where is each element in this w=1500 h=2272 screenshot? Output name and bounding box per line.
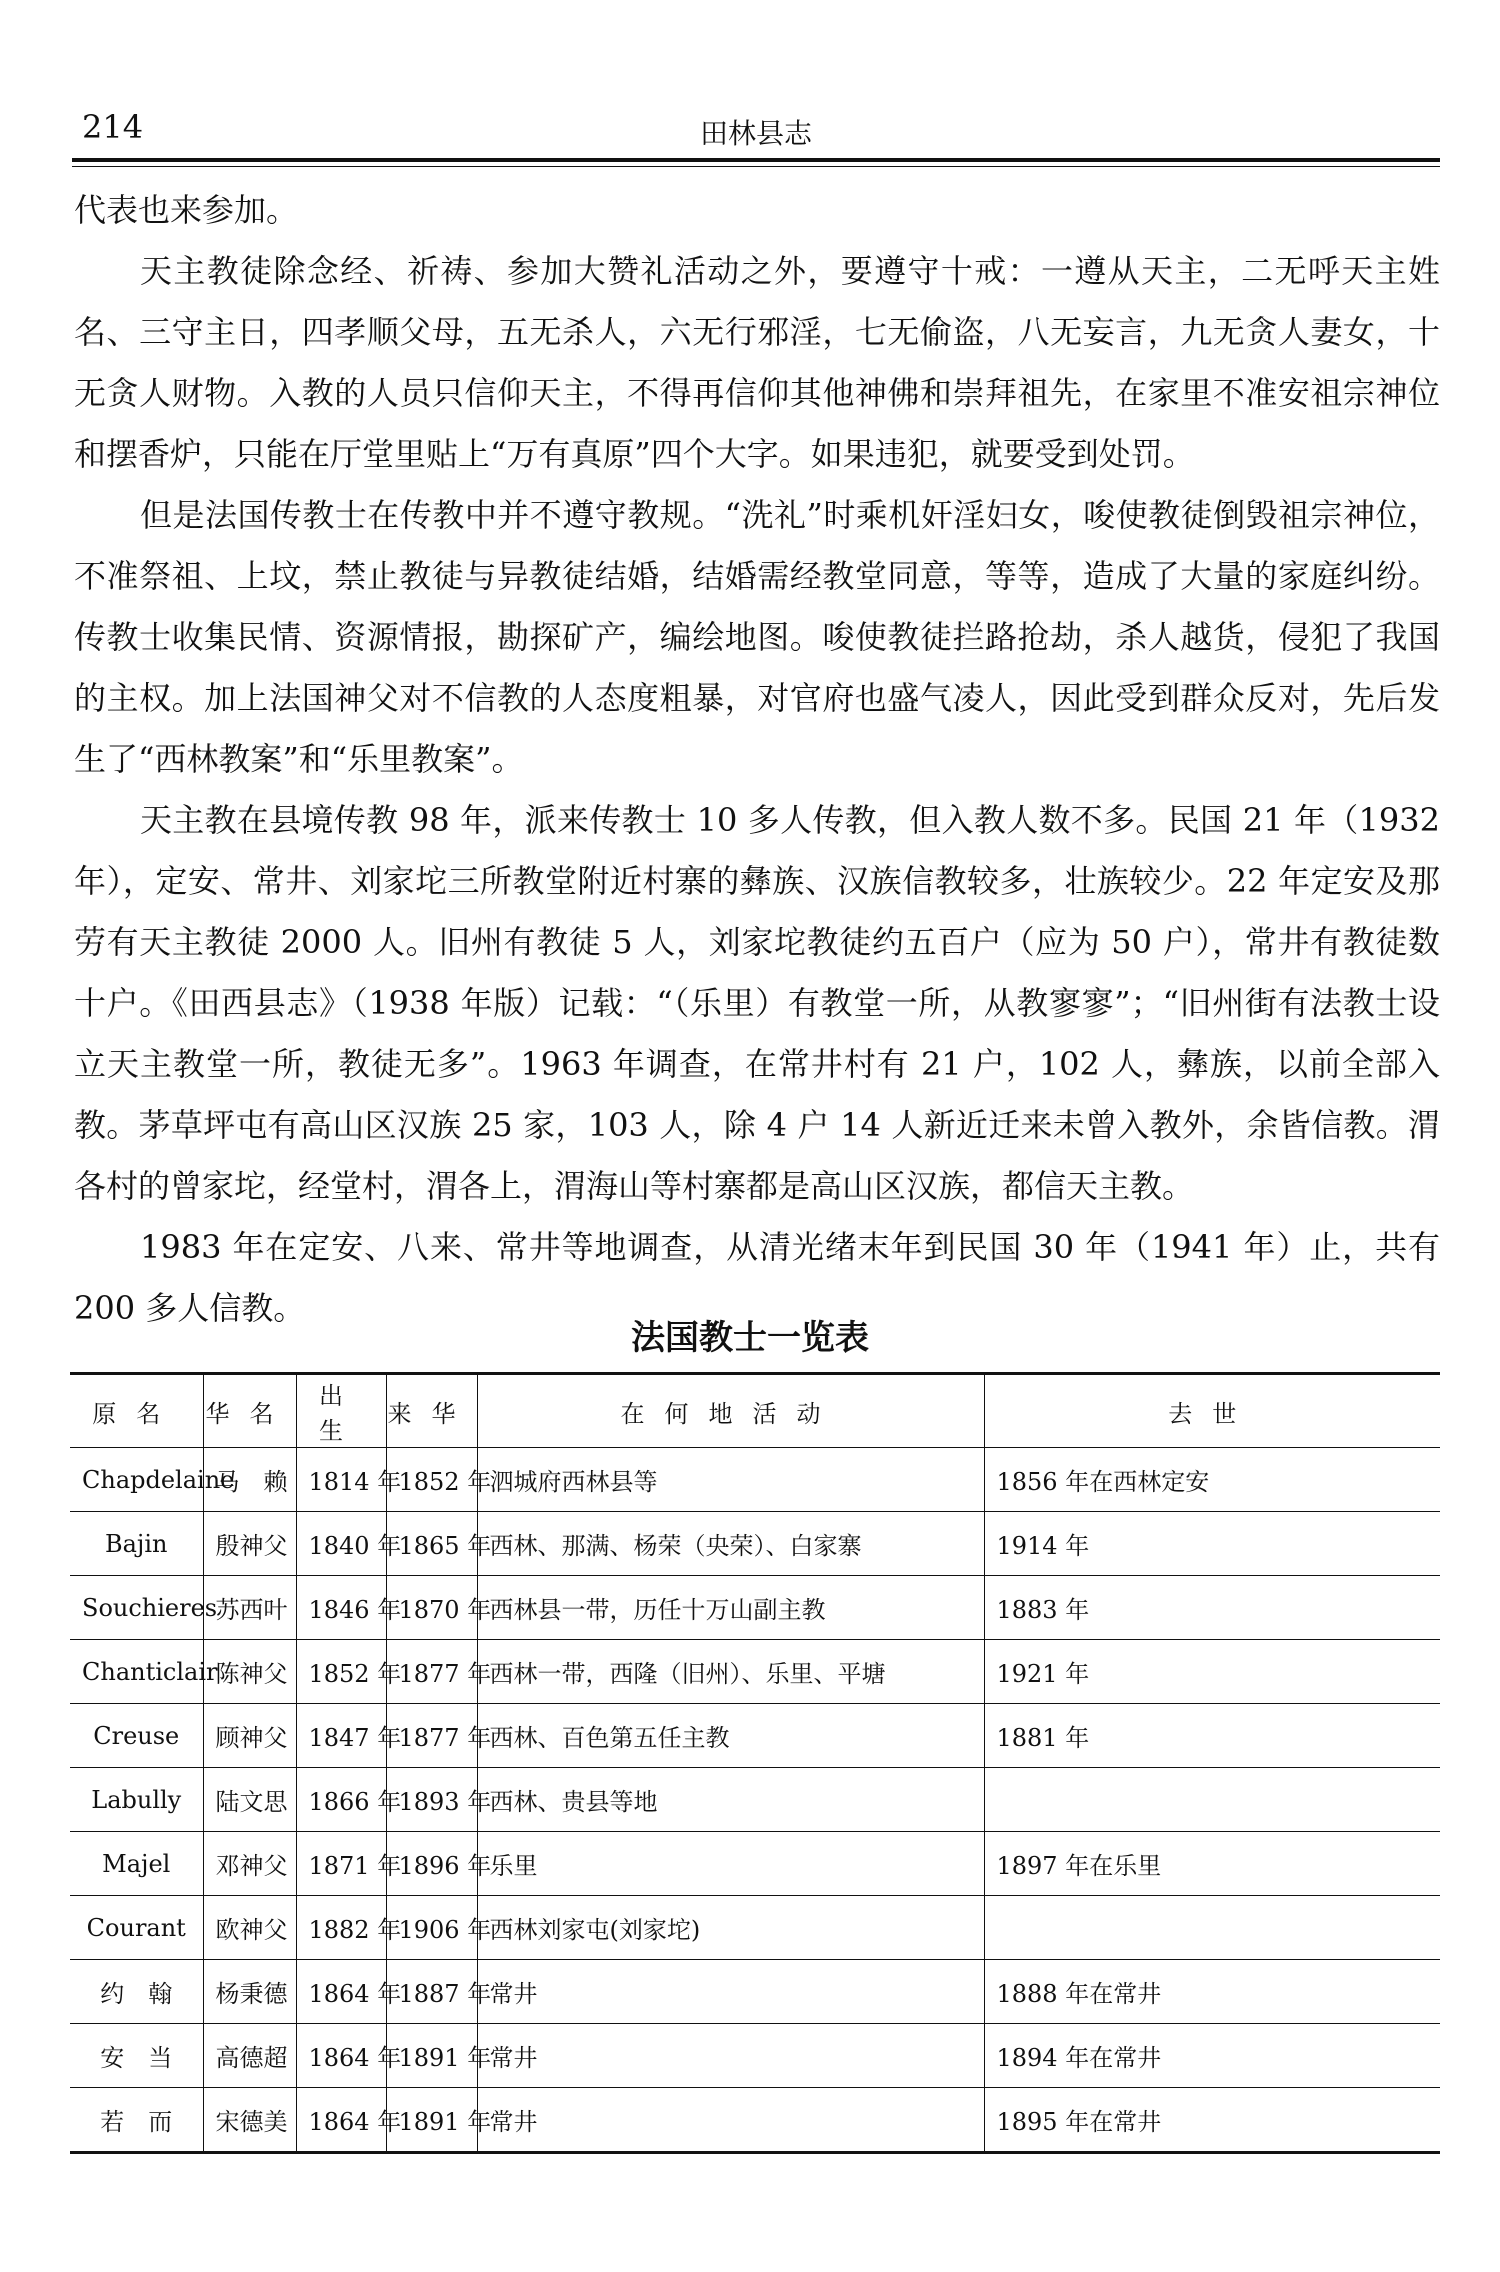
table-cell: 殷神父: [203, 1512, 296, 1576]
table-cell: 1881 年: [984, 1704, 1440, 1768]
table-cell: 西林县一带，历任十万山副主教: [477, 1576, 984, 1640]
page-header: [72, 108, 1440, 154]
table-cell: 西林、那满、杨荣（央荣）、白家寨: [477, 1512, 984, 1576]
table-cell: 顾神父: [203, 1704, 296, 1768]
table-row: [70, 1704, 1440, 1768]
table-cell: 1871 年: [296, 1832, 386, 1896]
table-cell: Chanticlair: [70, 1640, 203, 1704]
table-cell: 1852 年: [386, 1448, 477, 1512]
table-cell: 1893 年: [386, 1768, 477, 1832]
table-row: [70, 1896, 1440, 1960]
table-cell: 1887 年: [386, 1960, 477, 2024]
table-row: [70, 1512, 1440, 1576]
table-cell: 陆文思: [203, 1768, 296, 1832]
table-cell: 马 赖: [203, 1448, 296, 1512]
page-number: 214: [82, 108, 144, 146]
table-cell: 西林、百色第五任主教: [477, 1704, 984, 1768]
table-cell: 杨秉德: [203, 1960, 296, 2024]
table-cell: 1921 年: [984, 1640, 1440, 1704]
table-cell: 1864 年: [296, 1960, 386, 2024]
table-cell: 常井: [477, 2024, 984, 2088]
table-cell: Courant: [70, 1896, 203, 1960]
paragraph: 1983 年在定安、八来、常井等地调查，从清光绪末年到民国 30 年（1941 年）止，共有 200 多人信教。: [74, 1228, 1440, 1327]
table-row: [70, 1768, 1440, 1832]
table-cell: Souchieres: [70, 1576, 203, 1640]
table-cell: 1864 年: [296, 2024, 386, 2088]
table-cell: 1870 年: [386, 1576, 477, 1640]
table-row: [70, 1960, 1440, 2024]
table-row: [70, 1640, 1440, 1704]
table-cell: 西林、贵县等地: [477, 1768, 984, 1832]
col-header-chinese-name: 华名: [203, 1374, 296, 1448]
table-cell: 1852 年: [296, 1640, 386, 1704]
table-cell: 1906 年: [386, 1896, 477, 1960]
table-cell: Labully: [70, 1768, 203, 1832]
table-cell: 1897 年在乐里: [984, 1832, 1440, 1896]
table-cell: 安 当: [70, 2024, 203, 2088]
header-rule-thin: [72, 166, 1440, 167]
header-rule-thick: [72, 158, 1440, 162]
paragraph: 但是法国传教士在传教中并不遵守教规。“洗礼”时乘机奸淫妇女，唆使教徒倒毁祖宗神位，不准祭祖、上坟，禁止教徒与异教徒结婚，结婚需经教堂同意，等等，造成了大量的家庭纠纷。传教士收集民情、资源情报，勘探矿产，编绘地图。唆使教徒拦路抢劫，杀人越货，侵犯了我国的主权。加上法国神父对不信教的人态度粗暴，对官府也盛气凌人，因此受到群众反对，先后发生了“西林教案”和“乐里教案”。: [74, 496, 1440, 778]
table-cell: 1896 年: [386, 1832, 477, 1896]
table-row: [70, 2024, 1440, 2088]
table-cell: 苏西叶: [203, 1576, 296, 1640]
paragraph: 天主教在县境传教 98 年，派来传教士 10 多人传教，但入教人数不多。民国 21 年（1932 年），定安、常井、刘家坨三所教堂附近村寨的彝族、汉族信教较多，壮族较少。22 年定安及那劳有天主教徒 2000 人。旧州有教徒 5 人，刘家坨教徒约五百户（应为 50 户），常井有教徒数十户。《田西县志》（1938 年版）记载：“（乐里）有教堂一所，从教寥寥”；“旧州街有法教士设立天主教堂一所，教徒无多”。1963 年调查，在常井村有 21 户，102 人，彝族，以前全部入教。茅草坪屯有高山区汉族 25 家，103 人，除 4 户 14 人新近迁来未曾入教外，余皆信教。渭各村的曾家坨，经堂村，渭各上，渭海山等村寨都是高山区汉族，都信天主教。: [74, 801, 1440, 1205]
table-cell: 1883 年: [984, 1576, 1440, 1640]
body-text: [74, 180, 1440, 1339]
table-cell: 若 而: [70, 2088, 203, 2153]
paragraph: 代表也来参加。: [74, 191, 299, 229]
col-header-arrived: 来华: [386, 1374, 477, 1448]
table-cell: 1847 年: [296, 1704, 386, 1768]
table-cell: 1888 年在常井: [984, 1960, 1440, 2024]
table-header-row: [70, 1374, 1440, 1448]
table-cell: 西林一带，西隆（旧州）、乐里、平塘: [477, 1640, 984, 1704]
table-cell: 西林刘家屯(刘家坨): [477, 1896, 984, 1960]
table-row: [70, 1448, 1440, 1512]
table-cell: [984, 1768, 1440, 1832]
table-row: [70, 1576, 1440, 1640]
table-cell: Bajin: [70, 1512, 203, 1576]
table-cell: 1840 年: [296, 1512, 386, 1576]
table-cell: Majel: [70, 1832, 203, 1896]
table-body: [70, 1448, 1440, 2153]
table-cell: 1894 年在常井: [984, 2024, 1440, 2088]
table-cell: 常井: [477, 1960, 984, 2024]
table-cell: 1865 年: [386, 1512, 477, 1576]
table-cell: 1914 年: [984, 1512, 1440, 1576]
table-cell: 1895 年在常井: [984, 2088, 1440, 2153]
table-cell: 宋德美: [203, 2088, 296, 2153]
table-cell: 约 翰: [70, 1960, 203, 2024]
col-header-original-name: 原名: [70, 1374, 203, 1448]
table-cell: Creuse: [70, 1704, 203, 1768]
table-cell: [984, 1896, 1440, 1960]
table-cell: 高德超: [203, 2024, 296, 2088]
table-cell: 邓神父: [203, 1832, 296, 1896]
table-title: 法国教士一览表: [631, 1318, 869, 1358]
table-cell: Chapdelaine: [70, 1448, 203, 1512]
table-cell: 1882 年: [296, 1896, 386, 1960]
table-cell: 1891 年: [386, 2024, 477, 2088]
missionary-table: [70, 1372, 1440, 2154]
table-cell: 1864 年: [296, 2088, 386, 2153]
table-cell: 常井: [477, 2088, 984, 2153]
table-cell: 欧神父: [203, 1896, 296, 1960]
book-title: 田林县志: [699, 117, 812, 150]
table-cell: 1814 年: [296, 1448, 386, 1512]
table-row: [70, 1832, 1440, 1896]
table-cell: 1846 年: [296, 1576, 386, 1640]
table-cell: 1866 年: [296, 1768, 386, 1832]
table-cell: 乐里: [477, 1832, 984, 1896]
table-cell: 陈神父: [203, 1640, 296, 1704]
table-row: [70, 2088, 1440, 2153]
col-header-activity-place: 在何地活动: [477, 1374, 984, 1448]
table-cell: 泗城府西林县等: [477, 1448, 984, 1512]
col-header-died: 去世: [984, 1374, 1440, 1448]
table-cell: 1856 年在西林定安: [984, 1448, 1440, 1512]
table-cell: 1877 年: [386, 1704, 477, 1768]
table-cell: 1891 年: [386, 2088, 477, 2153]
col-header-born: 出生: [296, 1374, 386, 1448]
table-cell: 1877 年: [386, 1640, 477, 1704]
paragraph: 天主教徒除念经、祈祷、参加大赞礼活动之外，要遵守十戒：一遵从天主，二无呼天主姓名、三守主日，四孝顺父母，五无杀人，六无行邪淫，七无偷盗，八无妄言，九无贪人妻女，十无贪人财物。入教的人员只信仰天主，不得再信仰其他神佛和崇拜祖先，在家里不准安祖宗神位和摆香炉，只能在厅堂里贴上“万有真原”四个大字。如果违犯，就要受到处罚。: [74, 252, 1440, 473]
